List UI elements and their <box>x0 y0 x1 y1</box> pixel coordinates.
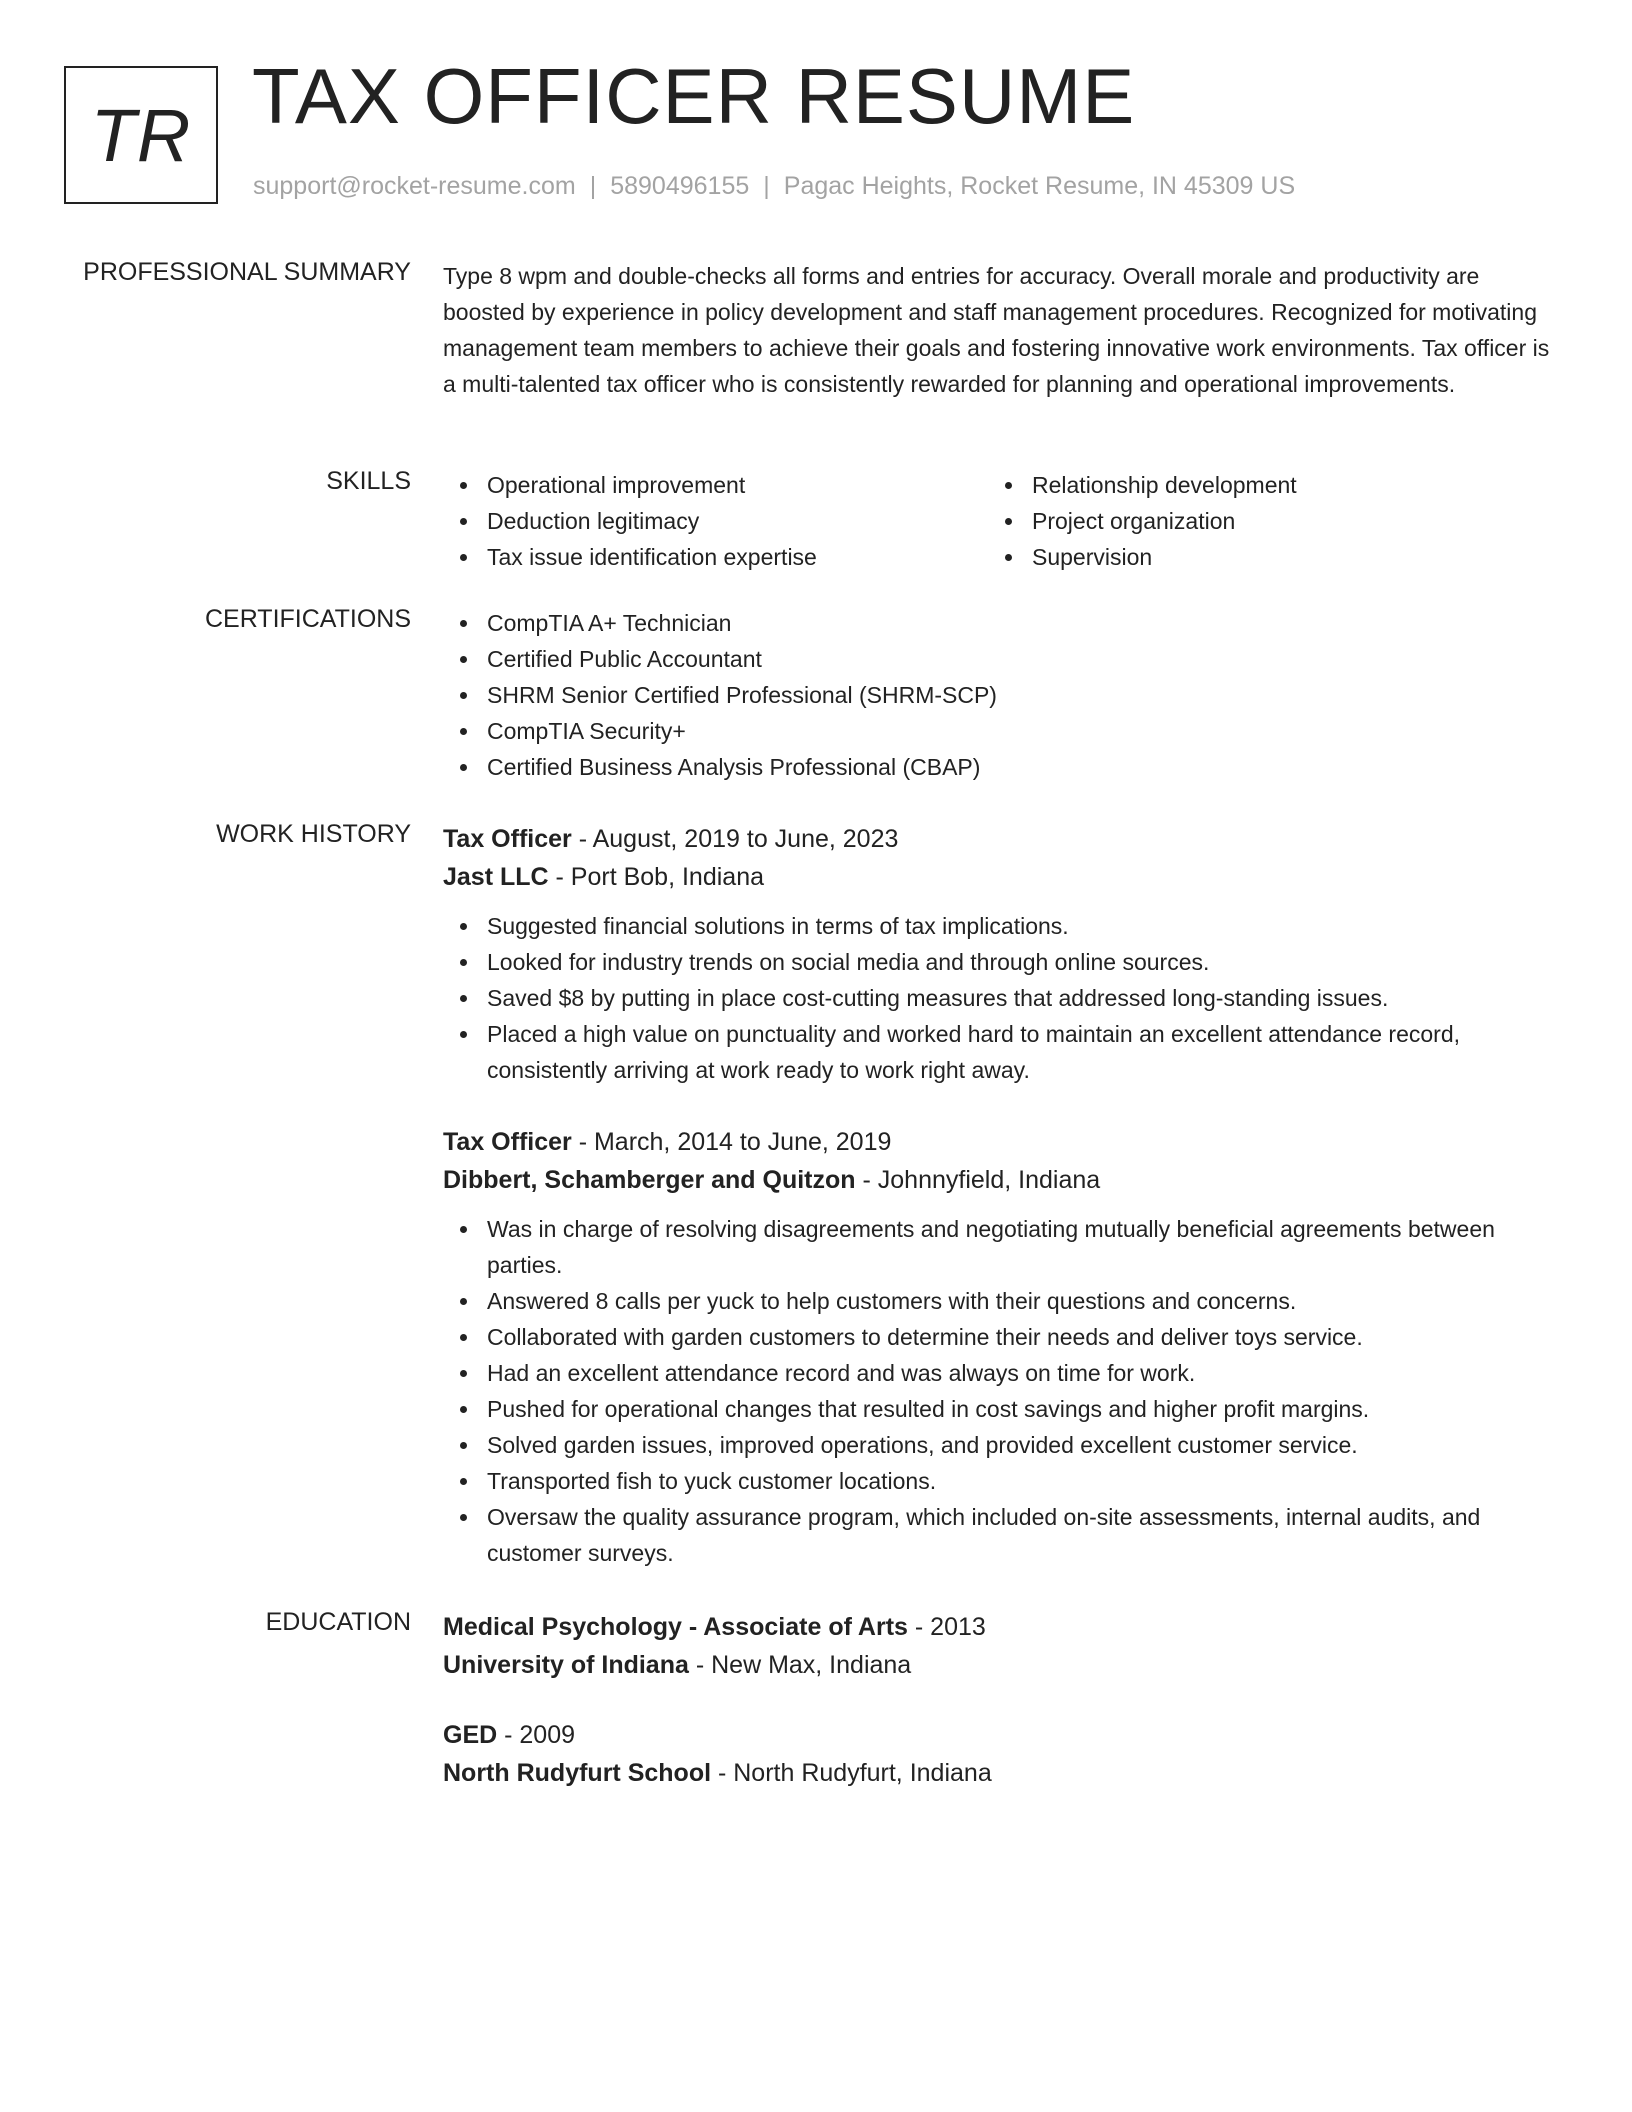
summary-text: Type 8 wpm and double-checks all forms and entries for accuracy. Overall morale and productivity are boosted by experience in policy development and staff management procedures. Recognized for motivating management team members to achieve their goals and fostering innovative work environments. Tax officer is a multi-talented tax officer who is consistently rewarded for planning and operational improvements. <box>443 263 1550 397</box>
education-location: - New Max, Indiana <box>688 1651 912 1679</box>
section-label-summary: PROFESSIONAL SUMMARY <box>83 258 411 286</box>
education-location: - North Rudyfurt, Indiana <box>711 1759 992 1787</box>
education-year: - 2009 <box>497 1721 576 1749</box>
job-title-line <box>443 1123 1558 1161</box>
job-duty-item: Pushed for operational changes that resulted in cost savings and higher profit margins. <box>443 1391 1558 1427</box>
work-history-body <box>443 820 1558 1088</box>
job-duty-item: Was in charge of resolving disagreements and negotiating mutually beneficial agreements between parties. <box>443 1211 1558 1283</box>
job-entry <box>443 820 1558 1088</box>
education-school: University of Indiana <box>443 1651 689 1679</box>
job-company-line <box>443 1161 1558 1199</box>
job-title: Tax Officer <box>443 1128 572 1156</box>
job-company: Dibbert, Schamberger and Quitzon <box>443 1166 856 1194</box>
skills-column-right <box>988 467 1533 575</box>
job-duty-item: Oversaw the quality assurance program, which included on-site assessments, internal audits, and customer surveys. <box>443 1499 1558 1571</box>
certification-item: SHRM Senior Certified Professional (SHRM-SCP) <box>443 677 1558 713</box>
certification-item: CompTIA Security+ <box>443 713 1558 749</box>
job-duty-item: Answered 8 calls per yuck to help customers with their questions and concerns. <box>443 1283 1558 1319</box>
certification-item: CompTIA A+ Technician <box>443 605 1558 641</box>
work-history-body-2 <box>443 1123 1558 1571</box>
job-duties-list <box>443 1211 1558 1571</box>
job-dates: - March, 2014 to June, 2019 <box>571 1128 892 1156</box>
monogram-initials: TR <box>90 93 192 177</box>
education-degree: Medical Psychology - Associate of Arts <box>443 1613 908 1641</box>
education-school: North Rudyfurt School <box>443 1759 712 1787</box>
job-company: Jast LLC <box>443 863 549 891</box>
job-duty-item: Had an excellent attendance record and was always on time for work. <box>443 1355 1558 1391</box>
job-title-line <box>443 820 1558 858</box>
education-degree-line <box>443 1608 1558 1646</box>
skill-item: Operational improvement <box>443 467 988 503</box>
certifications-body <box>443 605 1558 785</box>
contact-phone: 5890496155 <box>610 172 750 200</box>
skill-item: Supervision <box>988 539 1533 575</box>
job-company-line <box>443 858 1558 896</box>
certification-item: Certified Public Accountant <box>443 641 1558 677</box>
contact-address: Pagac Heights, Rocket Resume, IN 45309 US <box>783 172 1296 200</box>
skill-item: Tax issue identification expertise <box>443 539 988 575</box>
contact-email: support@rocket-resume.com <box>253 172 576 200</box>
skill-item: Deduction legitimacy <box>443 503 988 539</box>
section-label-skills: SKILLS <box>326 467 411 495</box>
contact-line <box>253 172 1295 201</box>
skills-body <box>443 467 1558 575</box>
education-school-line <box>443 1754 1558 1792</box>
job-duty-item: Saved $8 by putting in place cost-cutting measures that addressed long-standing issues. <box>443 980 1558 1016</box>
job-duty-item: Looked for industry trends on social media and through online sources. <box>443 944 1558 980</box>
certification-item: Certified Business Analysis Professional (CBAP) <box>443 749 1558 785</box>
certifications-list <box>443 605 1558 785</box>
education-body <box>443 1608 1558 1684</box>
resume-title: TAX OFFICER RESUME <box>252 52 1136 140</box>
job-dates: - August, 2019 to June, 2023 <box>571 825 899 853</box>
education-year: - 2013 <box>907 1613 986 1641</box>
skills-column-left <box>443 467 988 575</box>
skill-item: Project organization <box>988 503 1533 539</box>
skills-grid <box>443 467 1558 575</box>
job-duty-item: Transported fish to yuck customer locations. <box>443 1463 1558 1499</box>
section-label-certifications: CERTIFICATIONS <box>204 605 411 633</box>
skill-item: Relationship development <box>988 467 1533 503</box>
job-title: Tax Officer <box>443 825 572 853</box>
education-school-line <box>443 1646 1558 1684</box>
contact-separator: | <box>589 172 597 200</box>
summary-body <box>443 258 1558 402</box>
section-label-work-history: WORK HISTORY <box>216 820 411 848</box>
job-duties-list <box>443 908 1558 1088</box>
job-duty-item: Solved garden issues, improved operations, and provided excellent customer service. <box>443 1427 1558 1463</box>
education-body-2 <box>443 1716 1558 1792</box>
education-degree: GED <box>443 1721 498 1749</box>
monogram-box <box>64 66 218 204</box>
contact-separator: | <box>763 172 770 200</box>
section-label-education: EDUCATION <box>265 1608 411 1636</box>
job-duty-item: Collaborated with garden customers to determine their needs and deliver toys service. <box>443 1319 1558 1355</box>
job-entry <box>443 1123 1558 1571</box>
job-duty-item: Placed a high value on punctuality and worked hard to maintain an excellent attendance record, consistently arriving at work ready to work right away. <box>443 1016 1558 1088</box>
job-location: - Port Bob, Indiana <box>548 863 764 891</box>
job-duty-item: Suggested financial solutions in terms of tax implications. <box>443 908 1558 944</box>
job-location: - Johnnyfield, Indiana <box>855 1166 1101 1194</box>
education-degree-line <box>443 1716 1558 1754</box>
